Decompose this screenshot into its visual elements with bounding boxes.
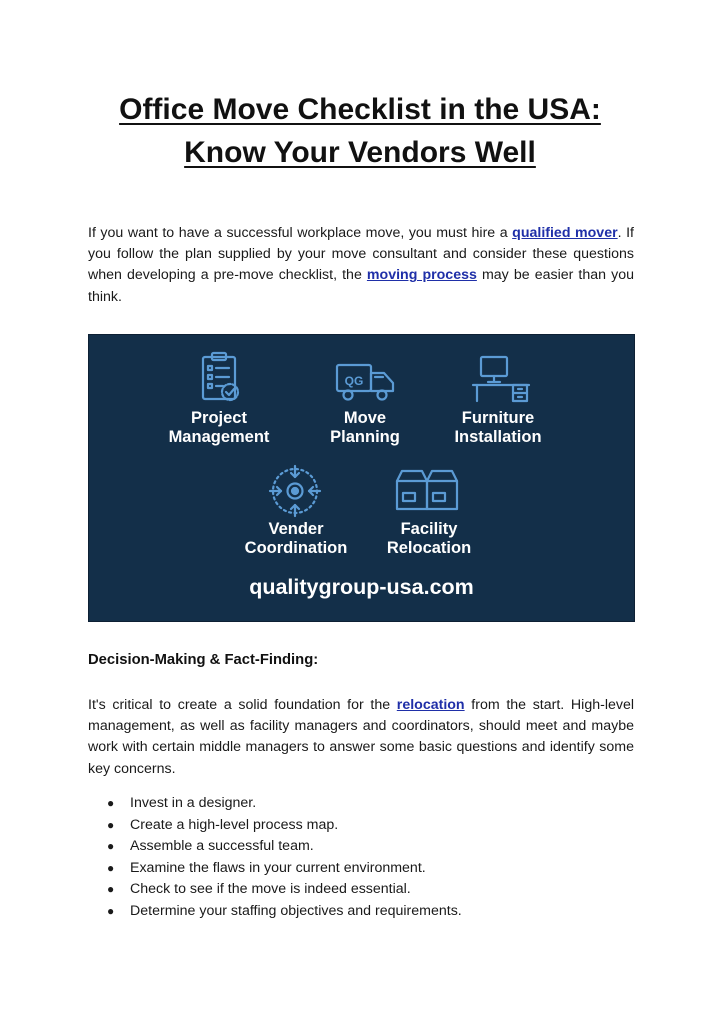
service-label-line2: Planning (330, 428, 400, 446)
section-paragraph (88, 695, 634, 780)
intro-text-1: If you want to have a successful workplace move, you must hire a (88, 225, 513, 241)
page-title (60, 88, 660, 174)
list-item (88, 793, 462, 815)
service-label-line1: Move (343, 409, 387, 427)
list-item-text: Assemble a successful team. (130, 838, 314, 854)
truck-logo-text: QG (344, 374, 364, 388)
service-label-line2: Installation (454, 428, 542, 446)
list-item-text: Check to see if the move is indeed essential. (130, 881, 411, 897)
bullet-icon: ● (107, 860, 115, 875)
list-item-text: Determine your staffing objectives and requirements. (130, 902, 462, 919)
bullet-icon: ● (107, 882, 115, 896)
list-item-text: Invest in a designer. (130, 795, 257, 811)
service-project-management (144, 409, 294, 447)
list-item (88, 836, 462, 858)
service-label-line1: Facility (400, 520, 458, 538)
target-arrows-icon (270, 466, 320, 516)
boxes-icon (397, 471, 457, 509)
desk-computer-icon (473, 357, 529, 401)
section-heading: Decision-Making & Fact-Finding: (88, 652, 319, 668)
service-facility-relocation (354, 520, 504, 558)
list-item (88, 879, 462, 901)
intro-paragraph (88, 223, 634, 308)
title-line-2: Know Your Vendors Well (184, 136, 536, 169)
list-item (88, 815, 462, 837)
website-url: qualitygroup-usa.com (249, 575, 474, 599)
services-banner-image (88, 334, 635, 622)
bullet-icon: ● (107, 839, 115, 853)
intro-text-2: . If you follow the plan supplied by your move consultant and consider these questions when developing a pre-move checklist, the (88, 225, 634, 284)
bullet-icon: ● (107, 903, 115, 918)
service-move-planning (290, 409, 440, 447)
service-label-line2: Relocation (386, 539, 472, 557)
service-label-line2: Coordination (244, 539, 348, 557)
clipboard-checklist-icon (203, 353, 238, 400)
moving-process-link[interactable]: moving process (366, 267, 477, 284)
intro-text-3: may be easier than you think. (88, 267, 634, 305)
list-item (88, 901, 462, 923)
service-label-line1: Project (191, 409, 247, 427)
service-label-line1: Vender (268, 520, 324, 538)
title-line-1: Office Move Checklist in the USA: (119, 93, 601, 126)
relocation-link[interactable]: relocation (396, 697, 465, 713)
service-label-line2: Management (168, 428, 270, 446)
service-label-line1: Furniture (461, 409, 535, 427)
service-furniture-installation (423, 409, 573, 447)
list-item (88, 858, 462, 880)
section-text-1: It's critical to create a solid foundation for the (88, 697, 397, 713)
qualified-mover-link[interactable]: qualified mover (512, 225, 618, 241)
list-item-text: Examine the flaws in your current environment. (130, 859, 426, 876)
bullet-icon: ● (107, 817, 115, 832)
list-item-text: Create a high-level process map. (130, 816, 339, 833)
service-vender-coordination (221, 520, 371, 558)
bullet-icon: ● (107, 796, 115, 810)
checklist-bullets (88, 793, 462, 922)
section-text-2: from the start. High-level management, as well as facility managers and coordinators, should meet and maybe work with certain middle managers to answer some basic questions and identify some key concerns. (88, 697, 634, 777)
